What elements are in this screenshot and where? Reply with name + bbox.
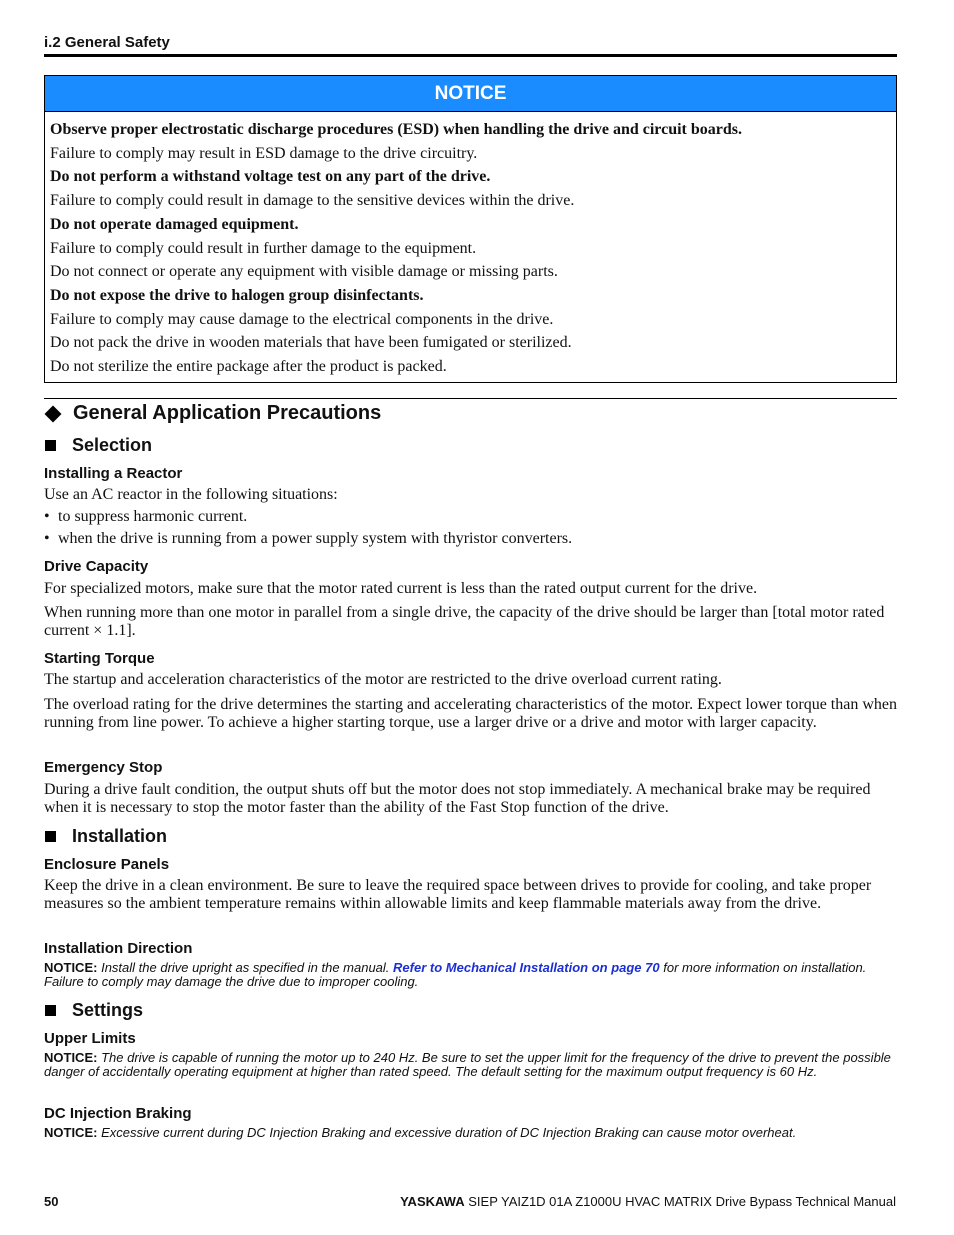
notice-line: Do not perform a withstand voltage test on any part of the drive. [50, 168, 491, 186]
upper-limits-text: The drive is capable of running the motor up to 240 Hz. Be sure to set the upper limit for the frequency of the drive to prevent the possible danger of accidentally operating equipment at higher than rated speed. The default setting for the maximum output frequency is 60 Hz. [44, 1050, 891, 1079]
square-bullet-icon [45, 831, 56, 842]
reactor-title: Installing a Reactor [44, 465, 183, 482]
settings-heading [44, 1000, 143, 1021]
notice-line: Failure to comply could result in damage to the sensitive devices within the drive. [50, 192, 575, 210]
direction-text-after: for more information on installation. Failure to comply may damage the drive due to improper cooling. [44, 960, 867, 989]
upper-limits-title: Upper Limits [44, 1030, 136, 1047]
capacity-title: Drive Capacity [44, 558, 149, 575]
reactor-bullet-2 [44, 530, 572, 548]
notice-label: NOTICE: [44, 1050, 98, 1065]
torque-p1: The startup and acceleration characteristics of the motor are restricted to the drive overload current rating. [44, 671, 722, 688]
direction-title: Installation Direction [44, 940, 193, 957]
enclosure-p1: Keep the drive in a clean environment. Be sure to leave the required space between drives to provide for cooling, and take proper measures so the ambient temperature remains within allowable limits and keep flammable materials away from the drive. [44, 877, 872, 912]
section-title: General Application Precautions [73, 402, 382, 424]
installation-title: Installation [72, 826, 168, 846]
selection-title: Selection [72, 435, 153, 455]
notice-line: Failure to comply may cause damage to the electrical components in the drive. [50, 310, 554, 328]
notice-line: Failure to comply may result in ESD damage to the drive circuitry. [50, 144, 478, 162]
footer-manual-title: SIEP YAIZ1D 01A Z1000U HVAC MATRIX Drive Bypass Technical Manual [468, 1194, 896, 1209]
dc-braking-title: DC Injection Braking [44, 1105, 192, 1122]
direction-text-before: Install the drive upright as specified in the manual. [101, 960, 390, 975]
capacity-p2: When running more than one motor in parallel from a single drive, the capacity of the drive should be larger than [total motor rated current × 1.1]. [44, 604, 885, 639]
notice-line: Do not operate damaged equipment. [50, 215, 299, 233]
bullet-dot: • [44, 508, 50, 525]
selection-heading [44, 435, 152, 456]
reactor-intro: Use an AC reactor in the following situations: [44, 486, 338, 503]
notice-label: NOTICE: [44, 1125, 98, 1140]
reactor-bullet-text: when the drive is running from a power supply system with thyristor converters. [58, 530, 573, 547]
settings-title: Settings [72, 1000, 144, 1020]
notice-line: Do not pack the drive in wooden materials that have been fumigated or sterilized. [50, 334, 572, 352]
dc-braking-text: Excessive current during DC Injection Braking and excessive duration of DC Injection Braking can cause motor overheat. [101, 1125, 797, 1140]
capacity-p1: For specialized motors, make sure that the motor rated current is less than the rated output current for the drive. [44, 580, 758, 597]
estop-p1: During a drive fault condition, the output shuts off but the motor does not stop immediately. A mechanical brake may be required when it is necessary to stop the motor faster than the ability of the Fast Stop function of the drive. [44, 781, 871, 816]
notice-label: NOTICE: [44, 960, 98, 975]
notice-line: Observe proper electrostatic discharge procedures (ESD) when handling the drive and circuit boards. [50, 121, 742, 138]
footer-brand: YASKAWA [400, 1194, 465, 1209]
dc-braking-notice [44, 1126, 900, 1140]
estop-title: Emergency Stop [44, 759, 163, 776]
torque-p2: The overload rating for the drive determines the starting and accelerating characteristics of the motor. Expect lower torque than when running from line power. To achieve a higher starting torque, use a larger drive or a drive and motor with larger capacity. [44, 696, 897, 731]
upper-limits-notice [44, 1051, 900, 1079]
header-rule [44, 54, 897, 57]
page-number: 50 [44, 1194, 59, 1209]
bullet-dot: • [44, 530, 50, 547]
notice-line: Do not sterilize the entire package after the product is packed. [50, 358, 447, 376]
reactor-bullet-text: to suppress harmonic current. [58, 508, 248, 525]
notice-heading: NOTICE [45, 76, 896, 112]
notice-line: Failure to comply could result in further damage to the equipment. [50, 239, 477, 257]
notice-line: Do not connect or operate any equipment with visible damage or missing parts. [50, 263, 558, 281]
diamond-icon [45, 405, 62, 422]
installation-heading [44, 826, 167, 847]
reactor-bullet-1 [44, 508, 247, 526]
square-bullet-icon [45, 1005, 56, 1016]
square-bullet-icon [45, 440, 56, 451]
notice-lines [45, 112, 896, 379]
footer-manual [400, 1194, 896, 1209]
enclosure-title: Enclosure Panels [44, 856, 170, 873]
torque-title: Starting Torque [44, 650, 155, 667]
header-title: i.2 General Safety [44, 34, 170, 51]
notice-line: Do not expose the drive to halogen group disinfectants. [50, 286, 424, 304]
mechanical-installation-link[interactable]: Refer to Mechanical Installation on page 70 [393, 960, 660, 975]
section-rule [44, 398, 897, 399]
direction-notice [44, 961, 900, 989]
section-heading [44, 402, 381, 425]
notice-box [44, 75, 897, 383]
